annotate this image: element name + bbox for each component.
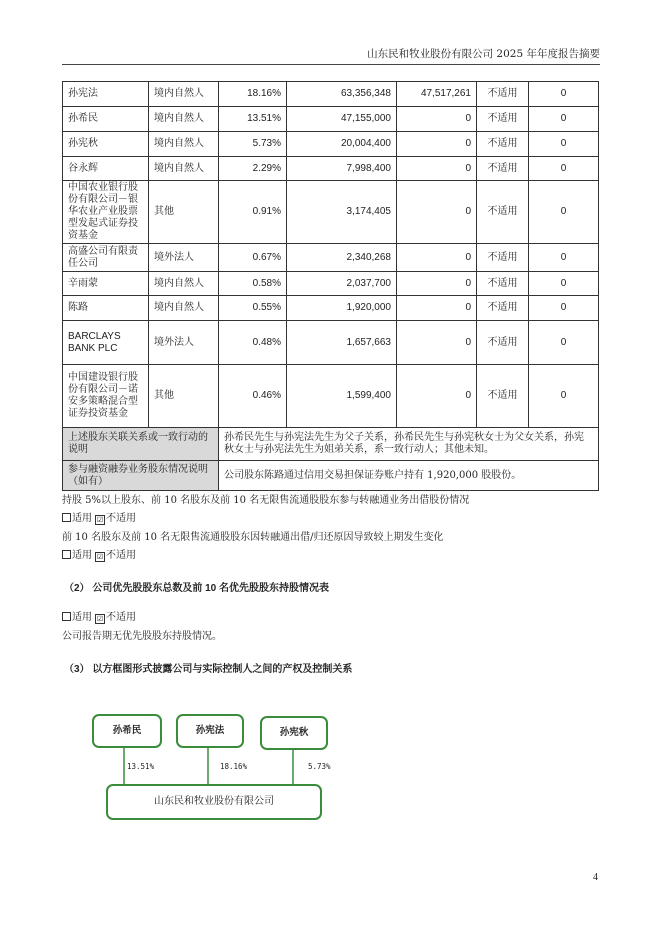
holder-name: 中国建设银行股份有限公司－诺安多策略混合型证券投资基金	[63, 365, 149, 428]
holder-qty: 0	[529, 272, 599, 296]
holder-shares: 3,174,405	[287, 181, 397, 244]
holder-restricted: 0	[397, 132, 477, 157]
holder-qty: 0	[529, 82, 599, 107]
relation-label: 上述股东关联关系或一致行动的说明	[63, 428, 219, 461]
relation-text: 孙希民先生与孙宪法先生为父子关系，孙希民先生与孙宪秋女士为父女关系，孙宪秋女士与孙宪法先生为姐弟关系，系一致行动人；其他未知。	[219, 428, 599, 461]
section3-heading: （3） 以方框图形式披露公司与实际控制人之间的产权及控制关系	[64, 664, 353, 675]
holder-pledge: 不适用	[477, 132, 529, 157]
not-applicable-label: 不适用	[106, 612, 136, 623]
margin-text: 公司股东陈路通过信用交易担保证券账户持有 1,920,000 股股份。	[219, 461, 599, 491]
holder-type: 境内自然人	[149, 82, 219, 107]
holder-type: 境内自然人	[149, 132, 219, 157]
checkbox-icon	[62, 513, 71, 522]
holder-ratio: 0.58%	[219, 272, 287, 296]
table-row	[63, 181, 599, 244]
holder-qty: 0	[529, 365, 599, 428]
margin-label: 参与融资融券业务股东情况说明（如有）	[63, 461, 219, 491]
holder-restricted: 0	[397, 244, 477, 272]
owner-percentage: 18.16%	[220, 762, 248, 771]
header-divider	[62, 64, 600, 65]
section2-heading: （2） 公司优先股股东总数及前 10 名优先股股东持股情况表	[64, 583, 330, 594]
holder-pledge: 不适用	[477, 107, 529, 132]
holder-name: 中国农业银行股份有限公司－银华农业产业股票型发起式证券投资基金	[63, 181, 149, 244]
not-applicable-label: 不适用	[106, 513, 136, 524]
holder-shares: 1,657,663	[287, 321, 397, 365]
not-applicable-label: 不适用	[106, 550, 136, 561]
checked-box-icon: ☑	[96, 553, 104, 561]
holder-type: 境外法人	[149, 321, 219, 365]
holder-qty: 0	[529, 107, 599, 132]
table-row	[63, 132, 599, 157]
ownership-diagram	[90, 712, 331, 824]
holder-restricted: 0	[397, 107, 477, 132]
holder-name: 孙宪法	[63, 82, 149, 107]
relation-row	[63, 428, 599, 461]
holder-restricted: 0	[397, 272, 477, 296]
holder-ratio: 5.73%	[219, 132, 287, 157]
holder-name: 陈路	[63, 296, 149, 321]
holder-name: 辛雨蒙	[63, 272, 149, 296]
holder-ratio: 18.16%	[219, 82, 287, 107]
holder-name: 孙希民	[63, 107, 149, 132]
section2-options	[62, 608, 136, 624]
holder-shares: 1,599,400	[287, 365, 397, 428]
holder-type: 境外法人	[149, 244, 219, 272]
holder-qty: 0	[529, 181, 599, 244]
holder-pledge: 不适用	[477, 296, 529, 321]
table-row	[63, 272, 599, 296]
holder-type: 境内自然人	[149, 296, 219, 321]
holder-restricted: 0	[397, 181, 477, 244]
table-row	[63, 365, 599, 428]
holder-pledge: 不适用	[477, 181, 529, 244]
holder-type: 境内自然人	[149, 157, 219, 181]
holder-shares: 2,037,700	[287, 272, 397, 296]
owner-percentage: 5.73%	[308, 762, 331, 771]
holder-ratio: 2.29%	[219, 157, 287, 181]
holder-shares: 7,998,400	[287, 157, 397, 181]
holder-qty: 0	[529, 157, 599, 181]
holder-name: 谷永辉	[63, 157, 149, 181]
holder-pledge: 不适用	[477, 82, 529, 107]
holder-pledge: 不适用	[477, 244, 529, 272]
holder-qty: 0	[529, 244, 599, 272]
owner-percentage: 13.51%	[127, 762, 155, 771]
lending-title: 持股 5%以上股东、前 10 名股东及前 10 名无限售流通股股东参与转融通业务出借股份情况	[62, 495, 470, 506]
holder-ratio: 0.55%	[219, 296, 287, 321]
table-row	[63, 321, 599, 365]
holder-ratio: 0.48%	[219, 321, 287, 365]
holder-shares: 1,920,000	[287, 296, 397, 321]
page-number: 4	[593, 872, 598, 883]
change-options	[62, 546, 136, 562]
checkbox-icon	[62, 612, 71, 621]
holder-type: 其他	[149, 181, 219, 244]
company-node: 山东民和牧业股份有限公司	[106, 784, 322, 820]
holder-restricted: 0	[397, 157, 477, 181]
holder-name: 孙宪秋	[63, 132, 149, 157]
holder-type: 境内自然人	[149, 107, 219, 132]
owner-node: 孙宪秋	[260, 716, 328, 750]
holder-qty: 0	[529, 321, 599, 365]
holder-type: 境内自然人	[149, 272, 219, 296]
holder-ratio: 0.91%	[219, 181, 287, 244]
change-title: 前 10 名股东及前 10 名无限售流通股股东因转融通出借/归还原因导致较上期发生变化	[62, 532, 444, 543]
holder-pledge: 不适用	[477, 365, 529, 428]
holder-restricted: 0	[397, 296, 477, 321]
applicable-label: 适用	[72, 513, 92, 524]
lending-options	[62, 509, 136, 525]
checkbox-icon	[62, 550, 71, 559]
holder-ratio: 0.67%	[219, 244, 287, 272]
table-row	[63, 107, 599, 132]
table-row	[63, 296, 599, 321]
holder-ratio: 13.51%	[219, 107, 287, 132]
applicable-label: 适用	[72, 550, 92, 561]
holder-shares: 63,356,348	[287, 82, 397, 107]
holder-pledge: 不适用	[477, 321, 529, 365]
checked-box-icon: ☑	[96, 615, 104, 623]
page-header: 山东民和牧业股份有限公司 2025 年年度报告摘要	[367, 48, 600, 60]
holder-ratio: 0.46%	[219, 365, 287, 428]
applicable-label: 适用	[72, 612, 92, 623]
holder-pledge: 不适用	[477, 272, 529, 296]
checked-box-icon: ☑	[96, 516, 104, 524]
holder-restricted: 0	[397, 321, 477, 365]
owner-node: 孙宪法	[176, 714, 244, 748]
table-row	[63, 244, 599, 272]
holder-shares: 47,155,000	[287, 107, 397, 132]
holder-restricted: 47,517,261	[397, 82, 477, 107]
holder-restricted: 0	[397, 365, 477, 428]
holder-name: 高盛公司有限责任公司	[63, 244, 149, 272]
holder-qty: 0	[529, 296, 599, 321]
margin-row	[63, 461, 599, 491]
holder-pledge: 不适用	[477, 157, 529, 181]
holder-shares: 20,004,400	[287, 132, 397, 157]
holder-name: BARCLAYS BANK PLC	[63, 321, 149, 365]
section2-text: 公司报告期无优先股股东持股情况。	[62, 631, 222, 642]
holder-type: 其他	[149, 365, 219, 428]
holder-qty: 0	[529, 132, 599, 157]
shareholders-table	[62, 81, 599, 491]
table-row	[63, 82, 599, 107]
owner-node: 孙希民	[92, 714, 162, 748]
holder-shares: 2,340,268	[287, 244, 397, 272]
table-row	[63, 157, 599, 181]
